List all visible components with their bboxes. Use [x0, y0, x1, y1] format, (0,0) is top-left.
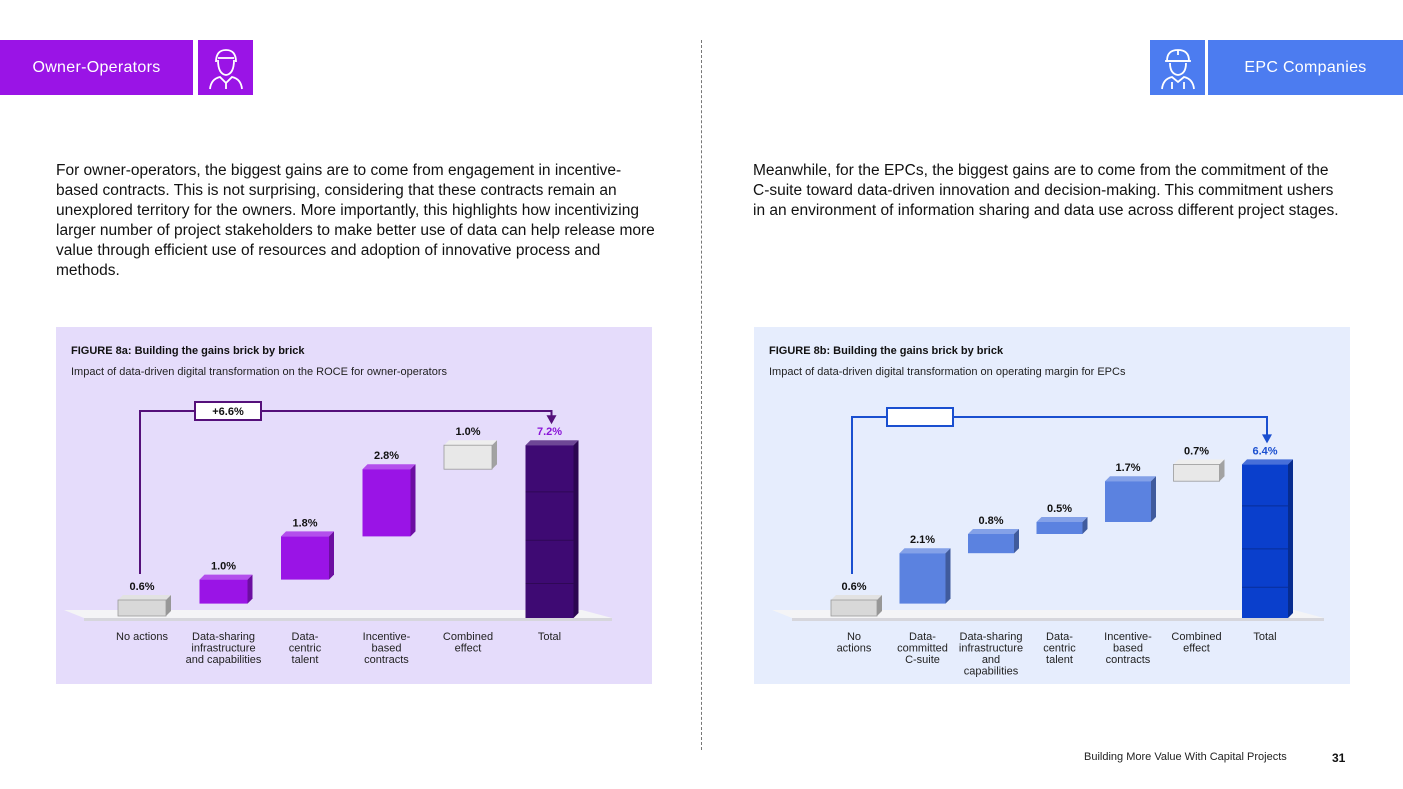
bar-top-face — [363, 464, 416, 469]
value-label-3: 1.8% — [292, 517, 318, 530]
bar-2 — [200, 575, 253, 604]
bar-4 — [363, 464, 416, 536]
bar-front-face — [281, 536, 329, 579]
category-label-4-3: talent — [1046, 654, 1073, 666]
category-label-1-2: actions — [836, 642, 872, 655]
category-label-2-2: infrastructure — [191, 642, 256, 655]
category-label-6-1: Combined — [1171, 631, 1222, 643]
category-label-2-1: Data- — [909, 631, 936, 643]
bar-top-face — [444, 440, 497, 445]
figure-8a-title: FIGURE 8a: Building the gains brick by brick — [71, 345, 305, 357]
value-label-5: 1.0% — [455, 426, 481, 439]
value-label-6: 0.7% — [1183, 445, 1210, 458]
bar-4 — [1037, 517, 1088, 534]
category-label-5-3: contracts — [1105, 654, 1151, 666]
category-label-4-1: Data- — [1046, 631, 1073, 643]
figure-8a-subtitle: Impact of data-driven digital transformation on the ROCE for owner-operators — [71, 366, 448, 378]
category-label-7-1: Total — [1253, 631, 1277, 643]
bar-side-face — [329, 531, 334, 579]
category-label-6-1: Total — [537, 631, 562, 643]
bar-7 — [1242, 459, 1293, 618]
bar-5 — [444, 440, 497, 469]
owner-operators-tag — [0, 40, 193, 95]
category-label-3-2: centric — [288, 642, 322, 655]
value-label-1: 0.6% — [841, 581, 867, 593]
bar-top-face — [281, 531, 334, 536]
bracket-arrowhead — [1262, 434, 1272, 443]
bar-front-face — [831, 600, 877, 616]
footer-text: Building More Value With Capital Projects — [1084, 751, 1287, 763]
bracket-arrowhead — [547, 415, 557, 424]
category-label-4-3: contracts — [364, 654, 409, 666]
bar-side-face — [1288, 459, 1293, 618]
bar-5 — [1105, 476, 1156, 522]
category-label-2-3: and capabilities — [185, 654, 262, 666]
hardhat-worker-icon — [1150, 40, 1205, 95]
bar-front-face — [526, 445, 574, 618]
left-paragraph: For owner-operators, the biggest gains are to come from engagement in incentive-based contracts. This is not surprising, considering that these contracts remain an unexplored territory for the owners. More importantly, this highlights how incentivizing larger number of project stakeholders to make better use of data can help release more value through efficient use of resources and adoption of innovative process and methods. — [56, 162, 655, 279]
bar-top-face — [968, 529, 1019, 534]
category-label-4-2: centric — [1043, 642, 1076, 655]
value-label-7: 6.4% — [1252, 445, 1278, 458]
center-divider — [701, 40, 702, 750]
value-label-2: 1.0% — [210, 560, 237, 573]
figure-8b-title: FIGURE 8b: Building the gains brick by brick — [769, 345, 1004, 357]
bar-side-face — [1151, 476, 1156, 522]
category-label-5-2: effect — [454, 642, 482, 655]
value-label-2: 2.1% — [909, 534, 936, 547]
bar-top-face — [1242, 459, 1293, 464]
category-label-2-1: Data-sharing — [192, 631, 255, 643]
bar-front-face — [200, 580, 248, 604]
bar-front-face — [1105, 481, 1151, 522]
epc-companies-tag — [1208, 40, 1403, 95]
bar-top-face — [1174, 459, 1225, 464]
bar-top-face — [1105, 476, 1156, 481]
chart-floor-edge — [792, 618, 1324, 621]
bar-6 — [1174, 459, 1225, 481]
category-label-3-4: capabilities — [963, 665, 1019, 678]
value-label-1: 0.6% — [129, 581, 155, 593]
bar-front-face — [1242, 464, 1288, 618]
figure-8b-subtitle: Impact of data-driven digital transformation on operating margin for EPCs — [769, 366, 1126, 378]
bar-top-face — [200, 575, 253, 580]
value-label-3: 0.8% — [978, 515, 1004, 527]
figure-8a-chart — [56, 327, 652, 684]
bar-top-face — [526, 440, 579, 445]
bar-side-face — [492, 440, 497, 469]
category-label-1-1: No — [846, 631, 862, 643]
bar-1 — [831, 595, 882, 616]
bracket-label-box — [887, 408, 953, 426]
category-label-5-1: Combined — [442, 631, 494, 643]
category-label-3-3: talent — [291, 654, 319, 666]
category-label-4-1: Incentive- — [362, 631, 411, 643]
bar-side-face — [248, 575, 253, 604]
bar-side-face — [946, 548, 951, 603]
category-label-1-1: No actions — [116, 631, 168, 643]
figure-8a-panel — [56, 327, 652, 684]
bracket-label: +6.6% — [212, 406, 244, 418]
bar-3 — [968, 529, 1019, 553]
category-label-3-1: Data-sharing — [959, 631, 1023, 643]
category-label-2-2: committed — [897, 642, 948, 655]
bar-side-face — [574, 440, 579, 618]
bar-front-face — [1174, 464, 1220, 481]
value-label-4: 0.5% — [1046, 503, 1073, 515]
category-label-6-2: effect — [1183, 642, 1210, 655]
category-label-4-2: based — [371, 642, 402, 655]
right-paragraph: Meanwhile, for the EPCs, the biggest gains are to come from the commitment of the C-suite toward data-driven innovation and decision-making. This commitment ushers in an environment of information sharing and data use across different project stages. — [753, 162, 1339, 219]
bar-3 — [281, 531, 334, 579]
value-label-6: 7.2% — [536, 426, 563, 439]
value-label-5: 1.7% — [1115, 462, 1141, 475]
bar-top-face — [1037, 517, 1088, 522]
value-label-4: 2.8% — [373, 450, 400, 463]
category-label-3-1: Data- — [291, 631, 319, 643]
bar-front-face — [363, 469, 411, 536]
bar-6 — [526, 440, 579, 618]
figure-8b-chart — [754, 327, 1350, 684]
bar-front-face — [900, 553, 946, 603]
bracket-line — [140, 411, 552, 574]
category-label-3-2: infrastructure — [958, 642, 1024, 655]
bar-front-face — [968, 534, 1014, 553]
bar-side-face — [411, 464, 416, 536]
bar-top-face — [118, 595, 171, 600]
bar-2 — [900, 548, 951, 603]
category-label-5-1: Incentive- — [1104, 631, 1152, 643]
bar-front-face — [1037, 522, 1083, 534]
bar-1 — [118, 595, 171, 616]
owner-operators-label: Owner-Operators — [32, 58, 161, 76]
bar-top-face — [900, 548, 951, 553]
bar-front-face — [444, 445, 492, 469]
bar-front-face — [118, 600, 166, 616]
epc-companies-label: EPC Companies — [1244, 58, 1367, 76]
category-label-5-2: based — [1113, 642, 1143, 655]
chart-floor-edge — [84, 618, 612, 621]
category-label-2-3: C-suite — [905, 654, 940, 666]
category-label-3-3: and — [981, 654, 1001, 666]
engineer-icon — [198, 40, 253, 95]
page-number: 31 — [1332, 751, 1346, 765]
bar-top-face — [831, 595, 882, 600]
figure-8b-panel — [754, 327, 1350, 684]
